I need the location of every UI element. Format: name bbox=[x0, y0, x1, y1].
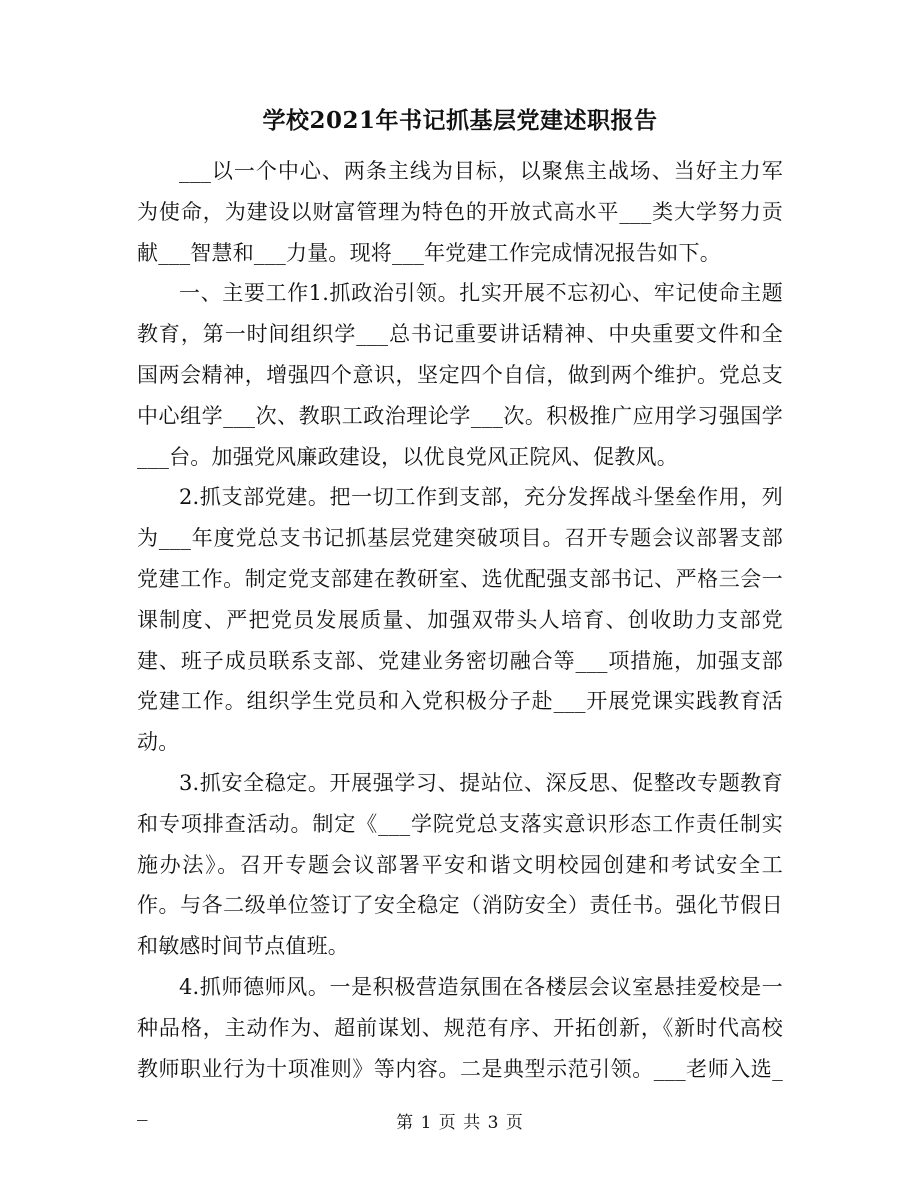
paragraph-intro: ___以一个中心、两条主线为目标，以聚焦主战场、当好主力军为使命，为建设以财富管理为特色的开放式高水平___类大学努力贡献___智慧和___力量。现将___年党建工作完成情况报告如下。 bbox=[137, 159, 783, 265]
document-body bbox=[137, 151, 783, 1130]
paragraph-safety-stability: 3.抓安全稳定。开展强学习、提站位、深反思、促整改专题教育和专项排查活动。制定《___学院党总支落实意识形态工作责任制实施办法》。召开专题会议部署平安和谐文明校园创建和考试安全工作。与各二级单位签订了安全稳定（消防安全）责任书。强化节假日和敏感时间节点值班。 bbox=[137, 770, 783, 959]
paragraph-branch-party-building: 2.抓支部党建。把一切工作到支部，充分发挥战斗堡垒作用，列为___年度党总支书记抓基层党建突破项目。召开专题会议部署支部党建工作。制定党支部建在教研室、选优配强支部书记、严格三会一课制度、严把党员发展质量、加强双带头人培育、创收助力支部党建、班子成员联系支部、党建业务密切融合等___项措施，加强支部党建工作。组织学生党员和入党积极分子赴___开展党课实践教育活动。 bbox=[137, 485, 783, 755]
page-number-footer: 第 1 页 共 3 页 bbox=[396, 1113, 524, 1133]
document-title: 学校2021年书记抓基层党建述职报告 bbox=[262, 107, 658, 134]
paragraph-teacher-ethics: 4.抓师德师风。一是积极营造氛围在各楼层会议室悬挂爱校是一种品格，主动作为、超前谋划、规范有序、开拓创新，《新时代高校教师职业行为十项准则》等内容。二是典型示范引领。___老师入选__ bbox=[137, 974, 783, 1122]
paragraph-political-guidance: 一、主要工作1.抓政治引领。扎实开展不忘初心、牢记使命主题教育，第一时间组织学___总书记重要讲话精神、中央重要文件和全国两会精神，增强四个意识，坚定四个自信，做到两个维护。党总支中心组学___次、教职工政治理论学___次。积极推广应用学习强国学___台。加强党风廉政建设，以优良党风正院风、促教风。 bbox=[137, 281, 783, 469]
